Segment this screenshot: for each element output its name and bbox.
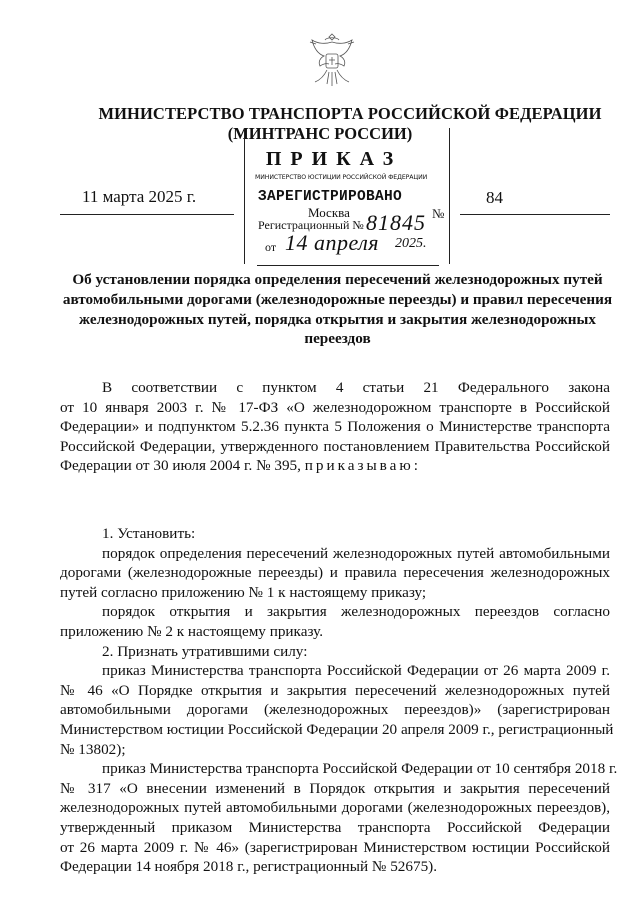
body-line: утвержденный приказом Министерства транспорта Российской Федерации xyxy=(60,818,610,836)
preamble-line: от 10 января 2003 г. № 17-ФЗ «О железнодорожном транспорте в Российской xyxy=(60,398,610,416)
body-line: Федерации 14 ноября 2018 г., регистрационный № 52675). xyxy=(60,858,438,876)
coat-of-arms-emblem xyxy=(306,30,358,92)
body-line: дорогами (железнодорожные переезды) и правила пересечения железнодорожных xyxy=(60,564,610,582)
preamble-line: В соответствии с пунктом 4 статьи 21 Федерального закона xyxy=(102,379,610,396)
stamp-date-label: от xyxy=(265,240,277,254)
body-line: приказ Министерства транспорта Российской Федерации от 10 сентября 2018 г. xyxy=(102,760,618,778)
title-line: Об установлении порядка определения пересечений железнодорожных путей xyxy=(72,271,603,288)
stamp-registered-label: ЗАРЕГИСТРИРОВАНО xyxy=(258,189,403,205)
preamble-line: Федерации» и подпунктом 5.2.36 пункта 5 Положения о Министерстве транспорта xyxy=(60,418,610,436)
item-heading: 2. Признать утратившими силу: xyxy=(102,642,308,660)
order-body xyxy=(60,524,618,877)
body-line: № 46 «О Порядке открытия и закрытия пересечений железнодорожных путей xyxy=(60,681,610,699)
stamp-number-sign: № xyxy=(432,206,445,221)
title-line: автомобильными дорогами (железнодорожные переезды) и правил пересечения xyxy=(62,290,613,308)
body-line: путей согласно приложению № 1 к настоящему приказу; xyxy=(60,583,427,601)
preamble-order-word: приказываю: xyxy=(304,457,421,475)
body-line: порядок определения пересечений железнодорожных путей автомобильными xyxy=(102,544,610,562)
ministry-name: МИНИСТЕРСТВО ТРАНСПОРТА РОССИЙСКОЙ ФЕДЕРАЦИИ xyxy=(98,104,602,123)
body-line: автомобильными дорогами (железнодорожных переездов)» (зарегистрирован xyxy=(60,701,610,719)
body-line: порядок открытия и закрытия железнодорожных переездов согласно xyxy=(102,603,610,621)
order-heading: ПРИКАЗ xyxy=(265,148,403,170)
ministry-short-name: (МИНТРАНС РОССИИ) xyxy=(227,124,413,143)
title-line: железнодорожных путей, порядка открытия и закрытия железнодорожных xyxy=(79,310,596,328)
document-title xyxy=(60,270,615,349)
body-line: приложению № 2 к настоящему приказу. xyxy=(60,622,323,640)
item-heading: 1. Установить: xyxy=(102,525,196,542)
stamp-ministry-justice: МИНИСТЕРСТВО ЮСТИЦИИ РОССИЙСКОЙ ФЕДЕРАЦИИ xyxy=(255,174,428,181)
stamp-reg-number: 81845 xyxy=(366,210,426,235)
preamble-last-line xyxy=(60,456,610,476)
body-line: № 13802); xyxy=(60,740,126,758)
stamp-reg-number-label: Регистрационный № xyxy=(258,218,364,232)
order-date: 11 марта 2025 г. xyxy=(82,187,197,206)
stamp-reg-year: 2025. xyxy=(395,236,427,251)
body-line: приказ Министерства транспорта Российской Федерации от 26 марта 2009 г. xyxy=(102,662,610,680)
preamble-paragraph xyxy=(60,378,610,476)
stamp-reg-date: 14 апреля xyxy=(285,230,380,255)
preamble-last-prefix: Федерации от 30 июля 2004 г. № 395, xyxy=(60,457,301,475)
stamp-city: Москва xyxy=(308,205,350,220)
body-line: № 317 «О внесении изменений в Порядок открытия и закрытия пересечений xyxy=(60,779,610,797)
order-number: 84 xyxy=(486,188,503,207)
preamble-line: Российской Федерации, утвержденного постановлением Правительства Российской xyxy=(60,437,610,455)
body-line: Министерством юстиции Российской Федерации 20 апреля 2009 г., регистрационный xyxy=(60,720,614,738)
body-line: от 26 марта 2009 г. № 46» (зарегистрирован Министерством юстиции Российской xyxy=(60,838,610,856)
body-line: железнодорожных путей автомобильными дорогами (железнодорожных переездов), xyxy=(60,799,610,817)
date-underline xyxy=(60,214,234,215)
title-line: переездов xyxy=(304,330,371,348)
number-underline xyxy=(460,214,610,215)
